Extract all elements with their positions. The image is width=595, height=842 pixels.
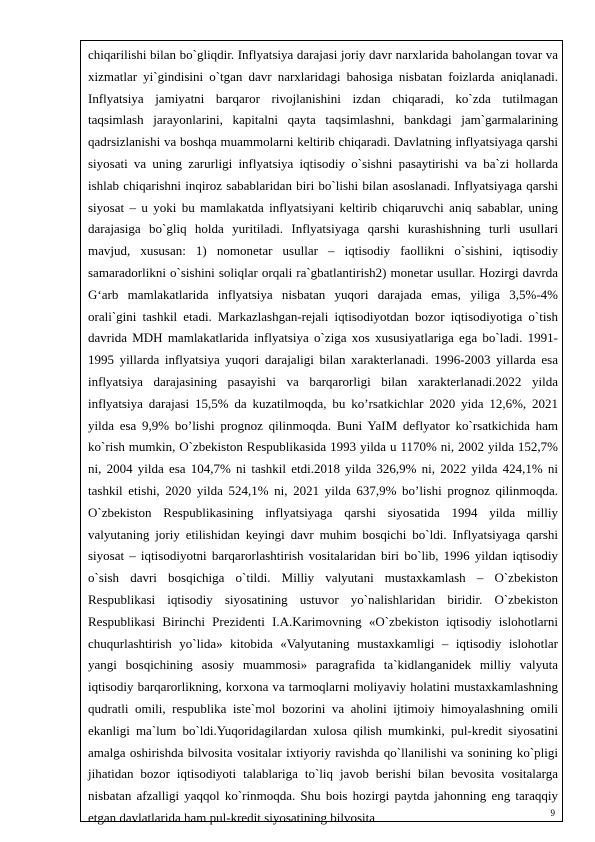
page-number: 9 (550, 808, 555, 818)
body-paragraph: chiqarilishi bilan bo`gliqdir. Inflyatsiya darajasi joriy davr narxlarida baholangan tovar va xizmatlar yi`gindisini o`tgan davr narxlaridagi bahosiga nisbatan foizlarda aniqlanadi. Inflyatsiya jamiyatni barqaror rivojlanishini izdan chiqaradi, ko`zda tutilmagan taqsimlash jarayonlarini, kapitalni qayta taqsimlashni, bankdagi jam`garmalarining qadrsizlanishi va boshqa muammolarni keltirib chiqaradi. Davlatning inflyatsiyaga qarshi siyosati va uning zarurligi inflyatsiya iqtisodiy o`sishni pasaytirishi va ba`zi hollarda ishlab chiqarishni inqiroz sabablaridan biri bo`lishi bilan asoslanadi. Inflyatsiyaga qarshi siyosat – u yoki bu mamlakatda inflyatsiyani keltirib chiqaruvchi aniq sabablar, uning darajasiga bo`gliq holda yuritiladi. Inflyatsiyaga qarshi kurashishning turli usullari mavjud, xususan: 1) nomonetar usullar – iqtisodiy faollikni o`sishini, iqtisodiy samaradorlikni o`sishini soliqlar orqali ra`gbatlantirish2) monetar usullar. Hozirgi davrda G‘arb mamlakatlarida inflyatsiya nisbatan yuqori darajada emas, yiliga 3,5%-4% orali`gini tashkil etadi. Markazlashgan-rejali iqtisodiyotdan bozor iqtisodiyotiga o`tish davrida MDH mamlakatlarida inflyatsiya o`ziga xos xususiyatlariga ega bo`ladi. 1991-1995 yillarda inflyatsiya yuqori darajaligi bilan xarakterlanadi. 1996-2003 yillarda esa inflyatsiya darajasining pasayishi va barqarorligi bilan xarakterlanadi.2022 yilda inflyatsiya darajasi 15,5% da kuzatilmoqda, bu ko’rsatkichlar 2020 yida 12,6%, 2021 yilda esa 9,9% bo’lishi prognoz qilinmoqda. Buni YaIM deflyator ko`rsatkichida ham ko`rish mumkin, O`zbekiston Respublikasida 1993 yilda u 1170% ni, 2002 yilda 152,7% ni, 2004 yilda esa 104,7% ni tashkil etdi.2018 yilda 326,9% ni, 2022 yilda 424,1% ni tashkil etishi, 2020 yilda 524,1% ni, 2021 yilda 637,9% bo’lishi prognoz qilinmoqda. O`zbekiston Respublikasining inflyatsiyaga qarshi siyosatida 1994 yilda milliy valyutaning joriy etilishidan keyingi davr muhim bosqichi bo`ldi. Inflyatsiyaga qarshi siyosat – iqtisodiyotni barqarorlashtirish vositalaridan biri bo`lib, 1996 yildan iqtisodiy o`sish davri bosqichiga o`tildi. Milliy valyutani mustaxkamlash – O`zbekiston Respublikasi iqtisodiy siyosatining ustuvor yo`nalishlaridan biridir. O`zbekiston Respublikasi Birinchi Prezidenti I.A.Karimovning «O`zbekiston iqtisodiy islohotlarni chuqurlashtirish yo`lida» kitobida «Valyutaning mustaxkamligi – iqtisodiy islohotlar yangi bosqichining asosiy muammosi» paragrafida ta`kidlanganidek milliy valyuta iqtisodiy barqarorlikning, korxona va tarmoqlarni moliyaviy holatini mustaxkamlashning qudratli omili, respublika iste`mol bozorini va aholini ijtimoiy himoyalashning omili ekanligi ma`lum bo`ldi.Yuqoridagilardan xulosa qilish mumkinki, pul-kredit siyosatini amalga oshirishda bilvosita vositalar ixtiyoriy ravishda qo`llanilishi va sonining ko`pligi jihatidan bozor iqtisodiyoti talablariga to`liq javob berishi bilan bevosita vositalarga nisbatan afzalligi yaqqol ko`rinmoqda. Shu bois hozirgi paytda jahonning eng taraqqiy etgan davlatlarida ham pul-kredit siyosatining bilvosita (88, 47, 558, 825)
